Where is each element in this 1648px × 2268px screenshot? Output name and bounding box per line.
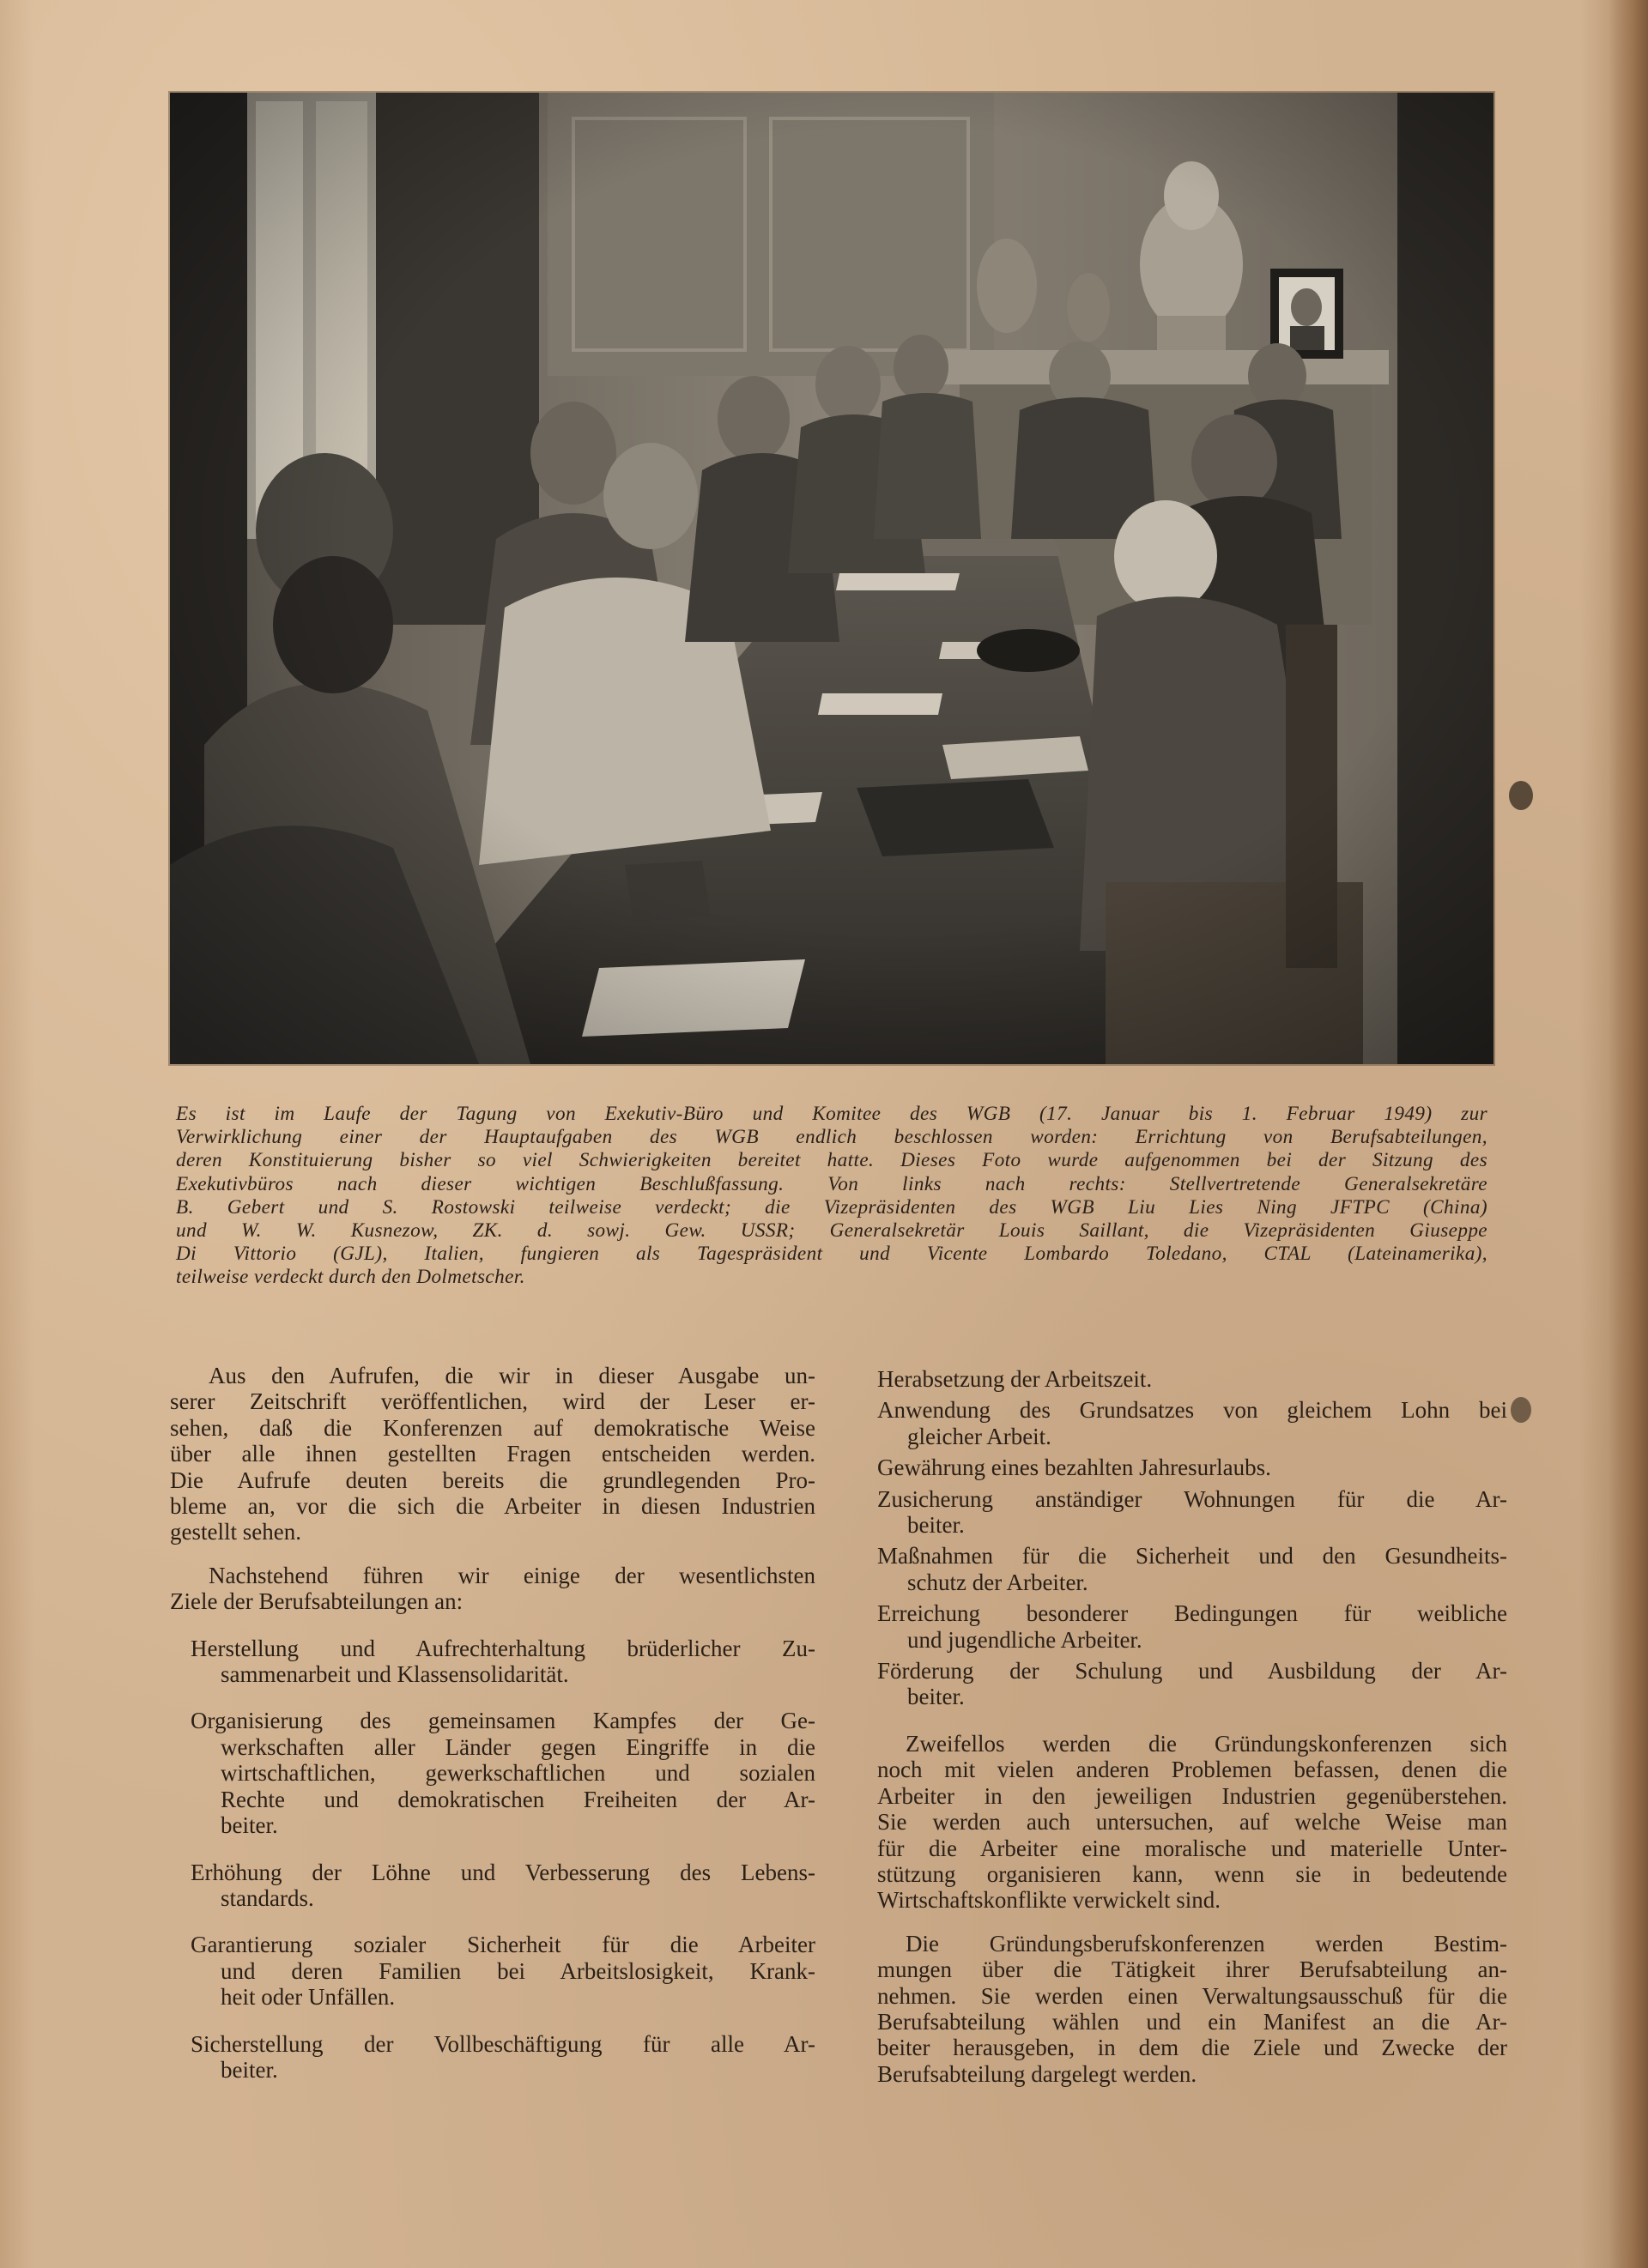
text-line: Erreichung besonderer Bedingungen für weibliche — [877, 1600, 1507, 1627]
closing-paragraph — [877, 1931, 1507, 2087]
text-line: stützung organisieren kann, wenn sie in bedeutende — [877, 1860, 1507, 1887]
text-line: Garantierung sozialer Sicherheit für die Arbeiter — [191, 1932, 815, 1958]
text-line: Wirtschaftskonflikte verwickelt sind. — [877, 1887, 1221, 1914]
text-line: Förderung der Schulung und Ausbildung der Ar- — [877, 1658, 1507, 1684]
text-line: Zusicherung anständiger Wohnungen für die Ar- — [877, 1485, 1507, 1512]
goal-item — [170, 1860, 815, 1912]
text-line: Herabsetzung der Arbeitszeit. — [877, 1366, 1153, 1392]
text-line: serer Zeitschrift veröffentlichen, wird der Leser er- — [170, 1388, 815, 1415]
text-line: beiter. — [221, 1812, 278, 1839]
text-line: Aus den Aufrufen, die wir in dieser Ausgabe un- — [209, 1363, 815, 1388]
text-line: Zweifellos werden die Gründungskonferenzen sich — [906, 1730, 1507, 1757]
text-line: Anwendung des Grundsatzes von gleichem Lohn bei — [877, 1397, 1507, 1424]
text-line: Sicherstellung der Vollbeschäftigung für alle Ar- — [191, 2030, 815, 2057]
goal-item — [877, 1543, 1507, 1595]
text-line: Erhöhung der Löhne und Verbesserung des Lebens- — [191, 1859, 815, 1885]
text-line: für die Arbeiter eine moralische und materielle Unter- — [877, 1835, 1507, 1861]
text-line: beiter. — [221, 2056, 278, 2083]
text-line: Die Gründungsberufskonferenzen werden Bestim- — [906, 1930, 1507, 1957]
text-line: Arbeiter in den jeweiligen Industrien gegenüberstehen. — [877, 1782, 1507, 1809]
punch-hole-mark — [1509, 781, 1533, 810]
goal-item — [877, 1366, 1507, 1392]
text-line: noch mit vielen anderen Problemen befassen, denen die — [877, 1757, 1507, 1783]
punch-hole-mark — [1511, 1397, 1531, 1423]
intro-paragraph — [170, 1363, 815, 1545]
lead-paragraph — [170, 1563, 815, 1615]
text-line: beiter. — [907, 1512, 965, 1539]
caption-line: Exekutivbüros nach dieser wichtigen Beschlußfassung. Von links nach rechts: Stellvertretende Generalsekretäre — [176, 1172, 1487, 1195]
right-column — [877, 1366, 1507, 2087]
text-line: beiter herausgeben, in dem die Ziele und Zwecke der — [877, 2035, 1507, 2061]
text-line: Maßnahmen für die Sicherheit und den Gesundheits- — [877, 1543, 1507, 1569]
caption-line: Di Vittorio (GJL), Italien, fungieren als Tagespräsident und Vicente Lombardo Toledano, CTAL (Lateinamerika), — [176, 1243, 1487, 1266]
text-line: Gewährung eines bezahlten Jahresurlaubs. — [877, 1455, 1271, 1481]
text-line: bleme an, vor die sich die Arbeiter in diesen Industrien — [170, 1493, 815, 1520]
caption-line: B. Gebert und S. Rostowski teilweise verdeckt; die Vizepräsidenten des WGB Liu Lies Ning JFTPC (China) — [176, 1195, 1487, 1219]
page-edge-shadow — [1609, 0, 1648, 2268]
text-line: Berufsabteilung dargelegt werden. — [877, 2060, 1197, 2087]
text-line: Die Aufrufe deuten bereits die grundlegenden Pro- — [170, 1467, 815, 1493]
photo-caption — [176, 1103, 1487, 1290]
caption-line: deren Konstituierung bisher so viel Schwierigkeiten bereitet hatte. Dieses Foto wurde aufgenommen bei der Sitzung des — [176, 1149, 1487, 1172]
text-line: Herstellung und Aufrechterhaltung brüderlicher Zu- — [191, 1635, 815, 1661]
text-line: werkschaften aller Länder gegen Eingriffe in die — [221, 1733, 815, 1760]
text-line: nehmen. Sie werden einen Verwaltungsausschuß für die — [877, 1982, 1507, 2009]
closing-paragraph — [877, 1731, 1507, 1914]
meeting-photograph — [170, 93, 1494, 1064]
caption-line: und W. W. Kusnezow, ZK. d. sowj. Gew. USSR; Generalsekretär Louis Saillant, die Vizepräsidenten Giuseppe — [176, 1219, 1487, 1243]
text-line: über alle ihnen gestellten Fragen entscheiden werden. — [170, 1441, 815, 1467]
goal-item — [877, 1486, 1507, 1539]
text-line: Nachstehend führen wir einige der wesentlichsten — [209, 1562, 815, 1588]
text-line: mungen über die Tätigkeit ihrer Berufsabteilung an- — [877, 1957, 1507, 1983]
goal-item — [877, 1455, 1507, 1480]
text-line: schutz der Arbeiter. — [907, 1569, 1088, 1595]
left-column — [170, 1363, 815, 2083]
goal-item — [170, 1932, 815, 2010]
text-line: wirtschaftlichen, gewerkschaftlichen und sozialen — [221, 1760, 815, 1787]
caption-line: teilweise verdeckt durch den Dolmetscher. — [176, 1266, 525, 1289]
goal-item — [877, 1658, 1507, 1710]
text-line: Sie werden auch untersuchen, auf welche Weise man — [877, 1809, 1507, 1836]
text-line: sehen, daß die Konferenzen auf demokratische Weise — [170, 1414, 815, 1441]
text-line: sammenarbeit und Klassensolidarität. — [221, 1661, 569, 1688]
text-line: gleicher Arbeit. — [907, 1423, 1051, 1449]
goal-item — [877, 1600, 1507, 1653]
goal-item — [170, 2031, 815, 2084]
goal-item — [170, 1636, 815, 1688]
text-line: Organisierung des gemeinsamen Kampfes der Ge- — [191, 1708, 815, 1734]
caption-line: Verwirklichung einer der Hauptaufgaben des WGB endlich beschlossen worden: Errichtung von Berufsabteilungen, — [176, 1126, 1487, 1149]
text-line: Rechte und demokratischen Freiheiten der Ar- — [221, 1786, 815, 1812]
text-line: standards. — [221, 1884, 314, 1911]
text-line: und deren Familien bei Arbeitslosigkeit, Krank- — [221, 1957, 815, 1984]
text-line: beiter. — [907, 1684, 965, 1710]
text-line: Berufsabteilung wählen und ein Manifest an die Ar- — [877, 2008, 1507, 2035]
text-line: Ziele der Berufsabteilungen an: — [170, 1588, 464, 1615]
text-line: heit oder Unfällen. — [221, 1984, 396, 2011]
goal-item — [170, 1708, 815, 1838]
goal-item — [877, 1397, 1507, 1449]
caption-line: Es ist im Laufe der Tagung von Exekutiv-Büro und Komitee des WGB (17. Januar bis 1. Februar 1949) zur — [176, 1103, 1487, 1125]
text-line: und jugendliche Arbeiter. — [907, 1626, 1142, 1653]
text-line: gestellt sehen. — [170, 1519, 301, 1545]
